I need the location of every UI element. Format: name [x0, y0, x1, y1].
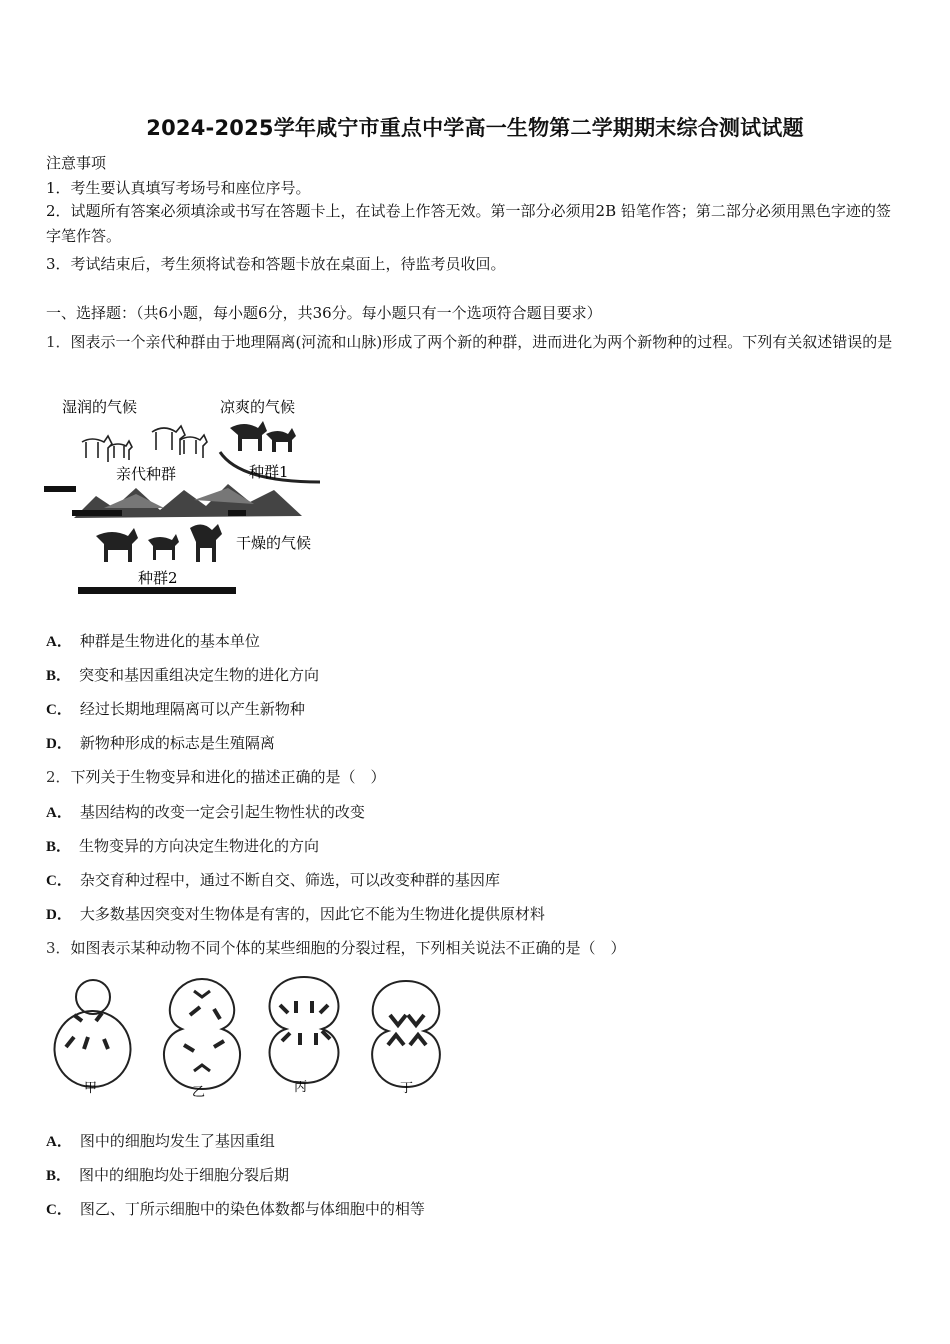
q2-option-a[interactable]: A． 基因结构的改变一定会引起生物性状的改变	[46, 803, 365, 821]
q2-option-b[interactable]: B． 生物变异的方向决定生物进化的方向	[46, 837, 320, 855]
cell-division-figure	[44, 975, 454, 1100]
cell-label-yi: 乙	[192, 1085, 206, 1100]
section-heading: 一、选择题：（共6小题，每小题6分，共36分。每小题只有一个选项符合题目要求）	[46, 304, 602, 322]
label-dry-climate: 干燥的气候	[236, 534, 312, 552]
q3-option-a[interactable]: A． 图中的细胞均发生了基因重组	[46, 1132, 275, 1150]
question-number: 1．	[46, 333, 71, 351]
notice-item-3: 3．考试结束后，考生须将试卷和答题卡放在桌面上，待监考员收回。	[46, 255, 506, 273]
q1-option-c[interactable]: C． 经过长期地理隔离可以产生新物种	[46, 700, 305, 718]
cell-jia	[54, 980, 130, 1087]
q2-option-d[interactable]: D． 大多数基因突变对生物体是有害的，因此它不能为生物进化提供原材料	[46, 905, 545, 923]
speciation-figure	[44, 390, 334, 605]
q1-option-a[interactable]: A． 种群是生物进化的基本单位	[46, 632, 260, 650]
parent-horses-image	[82, 426, 207, 462]
question-3-stem: 3．如图表示某种动物不同个体的某些细胞的分裂过程，下列相关说法不正确的是（ ）	[46, 939, 626, 957]
label-wet-climate: 湿润的气候	[62, 398, 138, 416]
cell-yi	[164, 979, 240, 1089]
q1-option-b[interactable]: B． 突变和基因重组决定生物的进化方向	[46, 666, 320, 684]
river-right	[228, 510, 246, 516]
q3-option-c[interactable]: C． 图乙、丁所示细胞中的染色体数都与体细胞中的相等	[46, 1200, 425, 1218]
cell-label-jia: 甲	[84, 1081, 98, 1096]
population-2-horses-image	[96, 524, 222, 562]
cell-bing	[270, 977, 339, 1083]
river-bottom	[78, 587, 236, 594]
label-cool-climate: 凉爽的气候	[220, 398, 296, 416]
notice-heading: 注意事项	[46, 154, 107, 172]
label-population-1: 种群1	[249, 463, 289, 481]
cell-label-bing: 丙	[294, 1080, 308, 1095]
q1-option-d[interactable]: D． 新物种形成的标志是生殖隔离	[46, 734, 275, 752]
question-text: 图表示一个亲代种群由于地理隔离(河流和山脉)形成了两个新的种群，进而进化为两个新物种的过程。下列有关叙述错误的是	[70, 333, 893, 351]
cell-label-ding: 丁	[400, 1081, 414, 1096]
label-population-2: 种群2	[138, 569, 178, 587]
q2-option-c[interactable]: C． 杂交育种过程中，通过不断自交、筛选，可以改变种群的基因库	[46, 871, 500, 889]
river-middle	[72, 510, 122, 516]
label-parent-population: 亲代种群	[116, 465, 177, 483]
river-left	[44, 486, 76, 492]
page-title: 2024-2025学年咸宁市重点中学高一生物第二学期期末综合测试试题	[146, 116, 804, 140]
question-2-stem: 2．下列关于生物变异和进化的描述正确的是（ ）	[46, 768, 386, 786]
population-1-horses-image	[230, 421, 296, 452]
notice-item-1: 1．考生要认真填写考场号和座位序号。	[46, 179, 311, 197]
q3-option-b[interactable]: B． 图中的细胞均处于细胞分裂后期	[46, 1166, 290, 1184]
cell-ding	[372, 981, 440, 1087]
question-1-stem	[46, 324, 904, 361]
notice-item-2: 2．试题所有答案必须填涂或书写在答题卡上，在试卷上作答无效。第一部分必须用2B 铅笔作答；第二部分必须用黑色字迹的签字笔作答。	[46, 202, 891, 245]
